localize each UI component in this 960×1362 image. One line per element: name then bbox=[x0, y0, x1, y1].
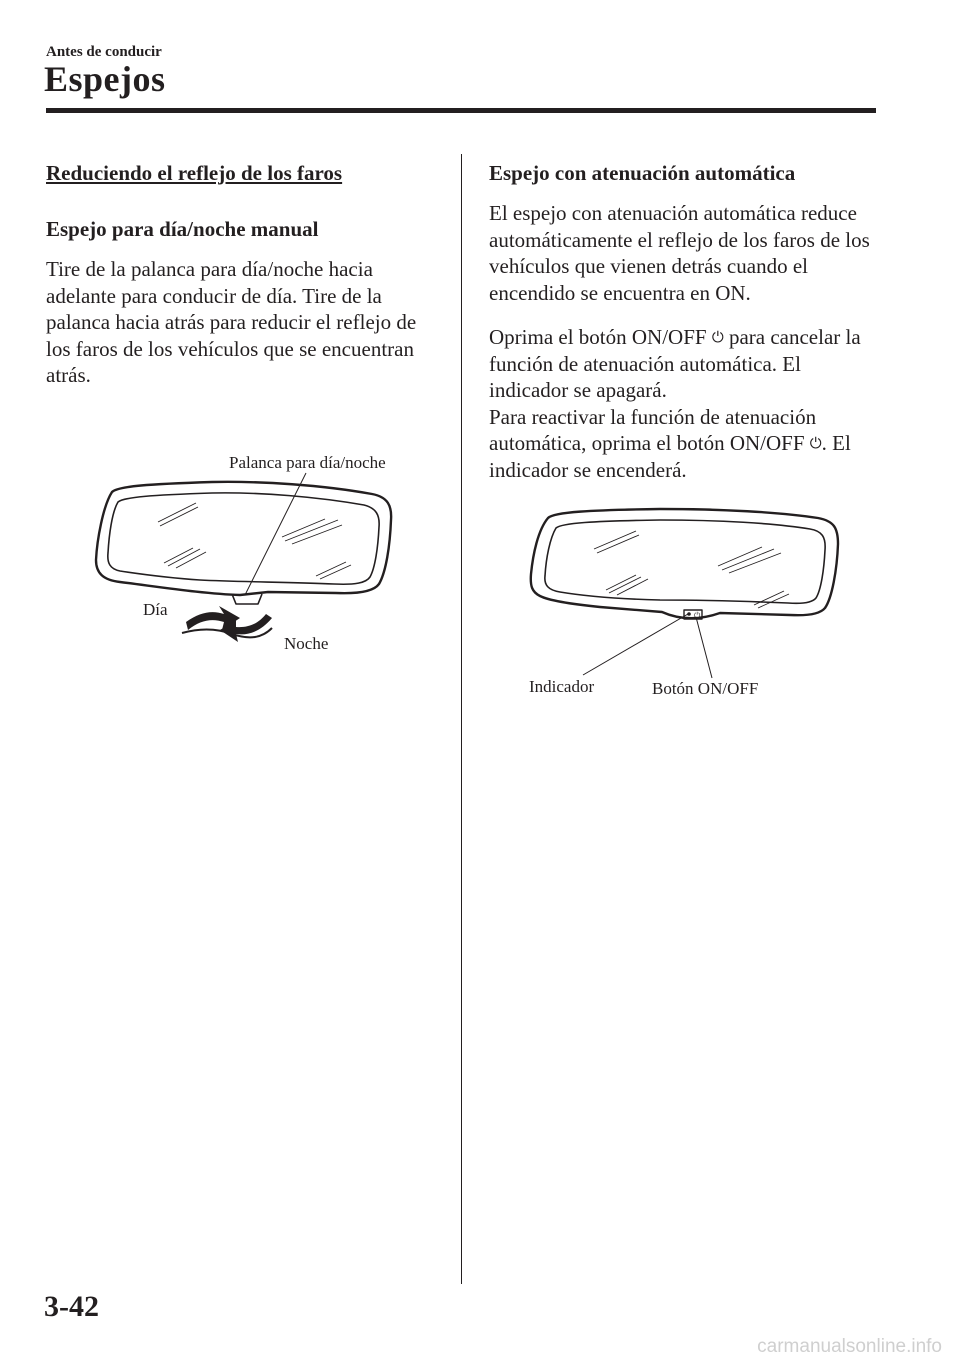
power-icon: ⏻ bbox=[809, 434, 822, 452]
indicator-label: Indicador bbox=[529, 677, 595, 696]
svg-text:⏻: ⏻ bbox=[694, 611, 701, 620]
lever-label: Palanca para día/noche bbox=[229, 453, 386, 472]
auto-dimming-text: El espejo con atenuación automática reduce automáticamente el reflejo de los faros de los vehículos que vienen detrás cuando el encendido se encuentra en ON. bbox=[489, 201, 870, 305]
chapter-label: Antes de conducir bbox=[46, 44, 162, 60]
watermark: carmanualsonline.info bbox=[757, 1336, 942, 1357]
on-off-button-label: Botón ON/OFF bbox=[652, 679, 759, 698]
night-label: Noche bbox=[284, 634, 329, 653]
page-title: Espejos bbox=[44, 59, 166, 99]
reactivate-instructions: Para reactivar la función de atenuación automática, oprima el botón ON/OFF ⏻. El indicador se encenderá. bbox=[489, 404, 851, 482]
auto-dimming-heading: Espejo con atenuación automática bbox=[489, 161, 796, 185]
day-label: Día bbox=[143, 600, 168, 619]
power-icon: ⏻ bbox=[711, 328, 724, 346]
page-number: 3-42 bbox=[44, 1290, 99, 1323]
cancel-instructions: Oprima el botón ON/OFF ⏻ para cancelar la función de atenuación automática. El indicador se apagará. bbox=[489, 325, 861, 402]
section-title: Reduciendo el reflejo de los faros bbox=[46, 161, 343, 185]
manual-mirror-text: Tire de la palanca para día/noche hacia adelante para conducir de día. Tire de la palanca hacia atrás para reducir el reflejo de los faros de los vehículos que se encuentran atrás. bbox=[46, 257, 417, 387]
manual-mirror-heading: Espejo para día/noche manual bbox=[46, 217, 319, 241]
